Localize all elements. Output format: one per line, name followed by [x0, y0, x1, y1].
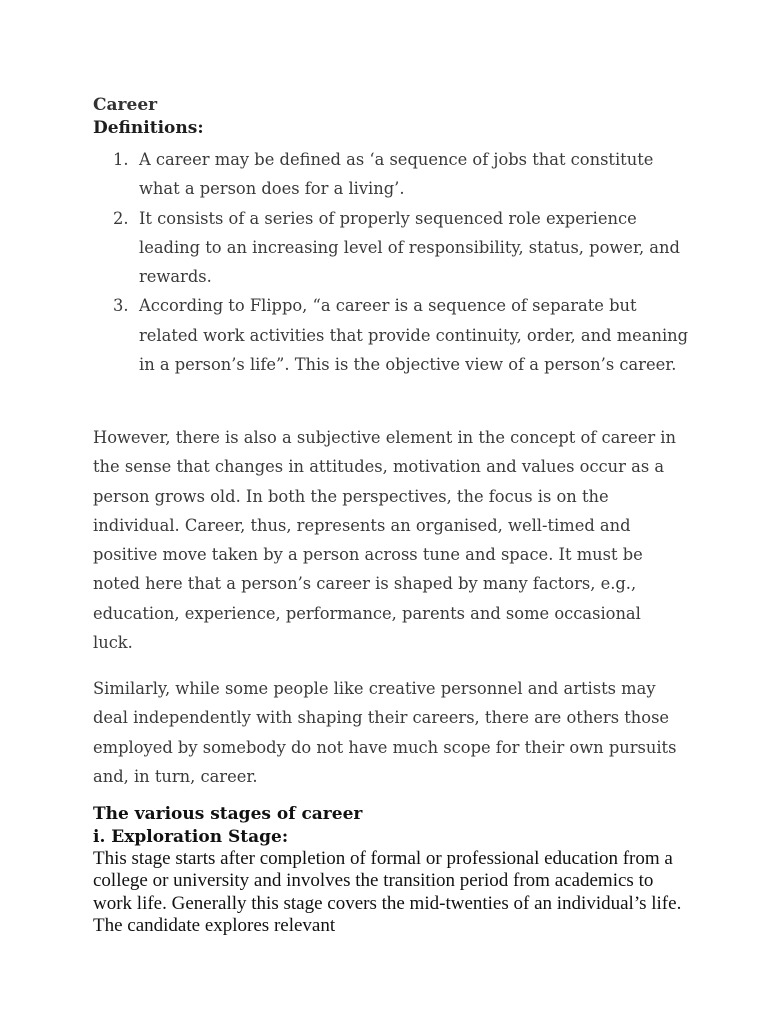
- definition-item: [93, 291, 693, 379]
- definition-number: 2.: [113, 208, 129, 228]
- paragraph-similarly: Similarly, while some people like creative personnel and artists may deal independently with shaping their careers, there are others those employed by somebody do not have much scope for their own pursuits and, in turn, career.: [93, 679, 677, 786]
- stages-heading: The various stages of career: [93, 804, 363, 824]
- page-title: Career: [93, 95, 158, 115]
- exploration-stage-text: This stage starts after completion of formal or professional education from a college or university and involves the transition period from academics to work life. Generally this stage covers the mid-twenties of an individual’s life. The candidate explores relevant: [93, 848, 682, 936]
- definition-text: It consists of a series of properly sequenced role experience leading to an increasing level of responsibility, status, power, and rewards.: [139, 208, 680, 287]
- definition-text: A career may be defined as ‘a sequence of jobs that constitute what a person does for a living’.: [139, 150, 654, 199]
- definition-number: 3.: [113, 296, 129, 316]
- definition-item: [93, 145, 693, 204]
- definition-text: According to Flippo, “a career is a sequence of separate but related work activities that provide continuity, order, and meaning in a person’s life”. This is the objective view of a person’s career.: [139, 296, 689, 375]
- paragraph-subjective: However, there is also a subjective element in the concept of career in the sense that changes in attitudes, motivation and values occur as a person grows old. In both the perspectives, the focus is on the individual. Career, thus, represents an organised, well-timed and positive move taken by a person across tune and space. It must be noted here that a person’s career is shaped by many factors, e.g., education, experience, performance, parents and some occasional luck.: [93, 428, 676, 653]
- definition-number: 1.: [113, 150, 129, 169]
- definition-item: [93, 204, 693, 292]
- exploration-stage-heading: i. Exploration Stage:: [93, 827, 289, 847]
- definitions-list: [93, 145, 693, 379]
- definitions-heading: Definitions:: [93, 118, 204, 138]
